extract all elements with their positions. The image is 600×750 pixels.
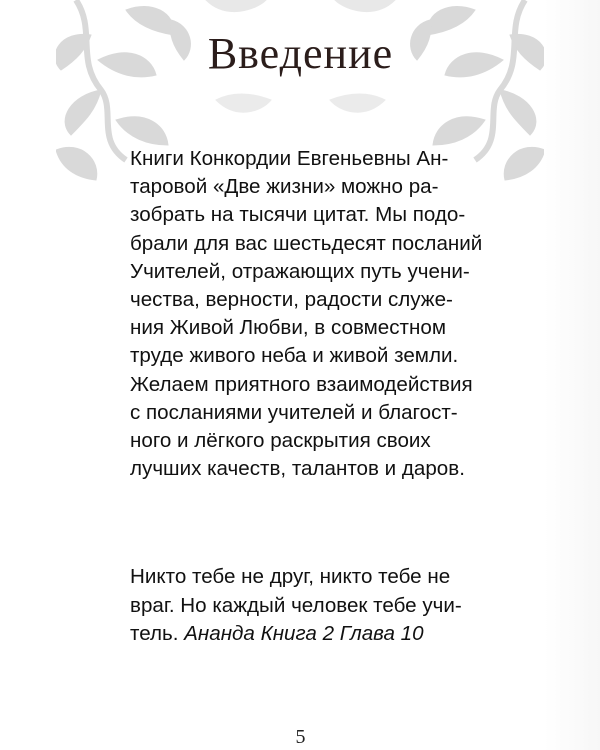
paragraph-line: лучших качеств, талантов и даров. (130, 457, 465, 481)
paragraph-line: брали для вас шестьдесят посланий (130, 231, 483, 255)
page-title: Введение (207, 29, 394, 78)
paragraph-line: таровой «Две жизни» можно ра- (130, 175, 439, 199)
quote-source: Ананда Книга 2 Глава 10 (184, 622, 424, 646)
paragraph-line: Учителей, отражающих путь учени- (130, 259, 470, 283)
quote-line: Никто тебе не друг, никто тебе не (130, 565, 451, 588)
paragraph-line: зобрать на тысячи цитат. Мы подо- (130, 203, 466, 227)
paragraph-line: Книги Конкордии Евгеньевны Ан- (130, 147, 449, 170)
quote-text: тель. (130, 622, 179, 646)
page-edge-shadow (544, 0, 600, 750)
paragraph-line: ния Живой Любви, в совместном (130, 316, 446, 340)
paragraph-line: чества, верности, радости служе- (130, 288, 453, 312)
quote-block (130, 563, 560, 649)
intro-paragraph (130, 145, 560, 483)
paragraph-line: труде живого неба и живой земли. (130, 344, 459, 368)
quote-line: враг. Но каждый человек тебе учи- (130, 593, 462, 617)
book-page (56, 0, 545, 750)
quote-line-last (130, 620, 560, 649)
paragraph-line: с посланиями учителей и благост- (130, 400, 458, 424)
paragraph-line: ного и лёгкого раскрытия своих (130, 429, 431, 453)
paragraph-line: Желаем приятного взаимодействия (130, 372, 473, 396)
page-number: 5 (295, 726, 306, 748)
